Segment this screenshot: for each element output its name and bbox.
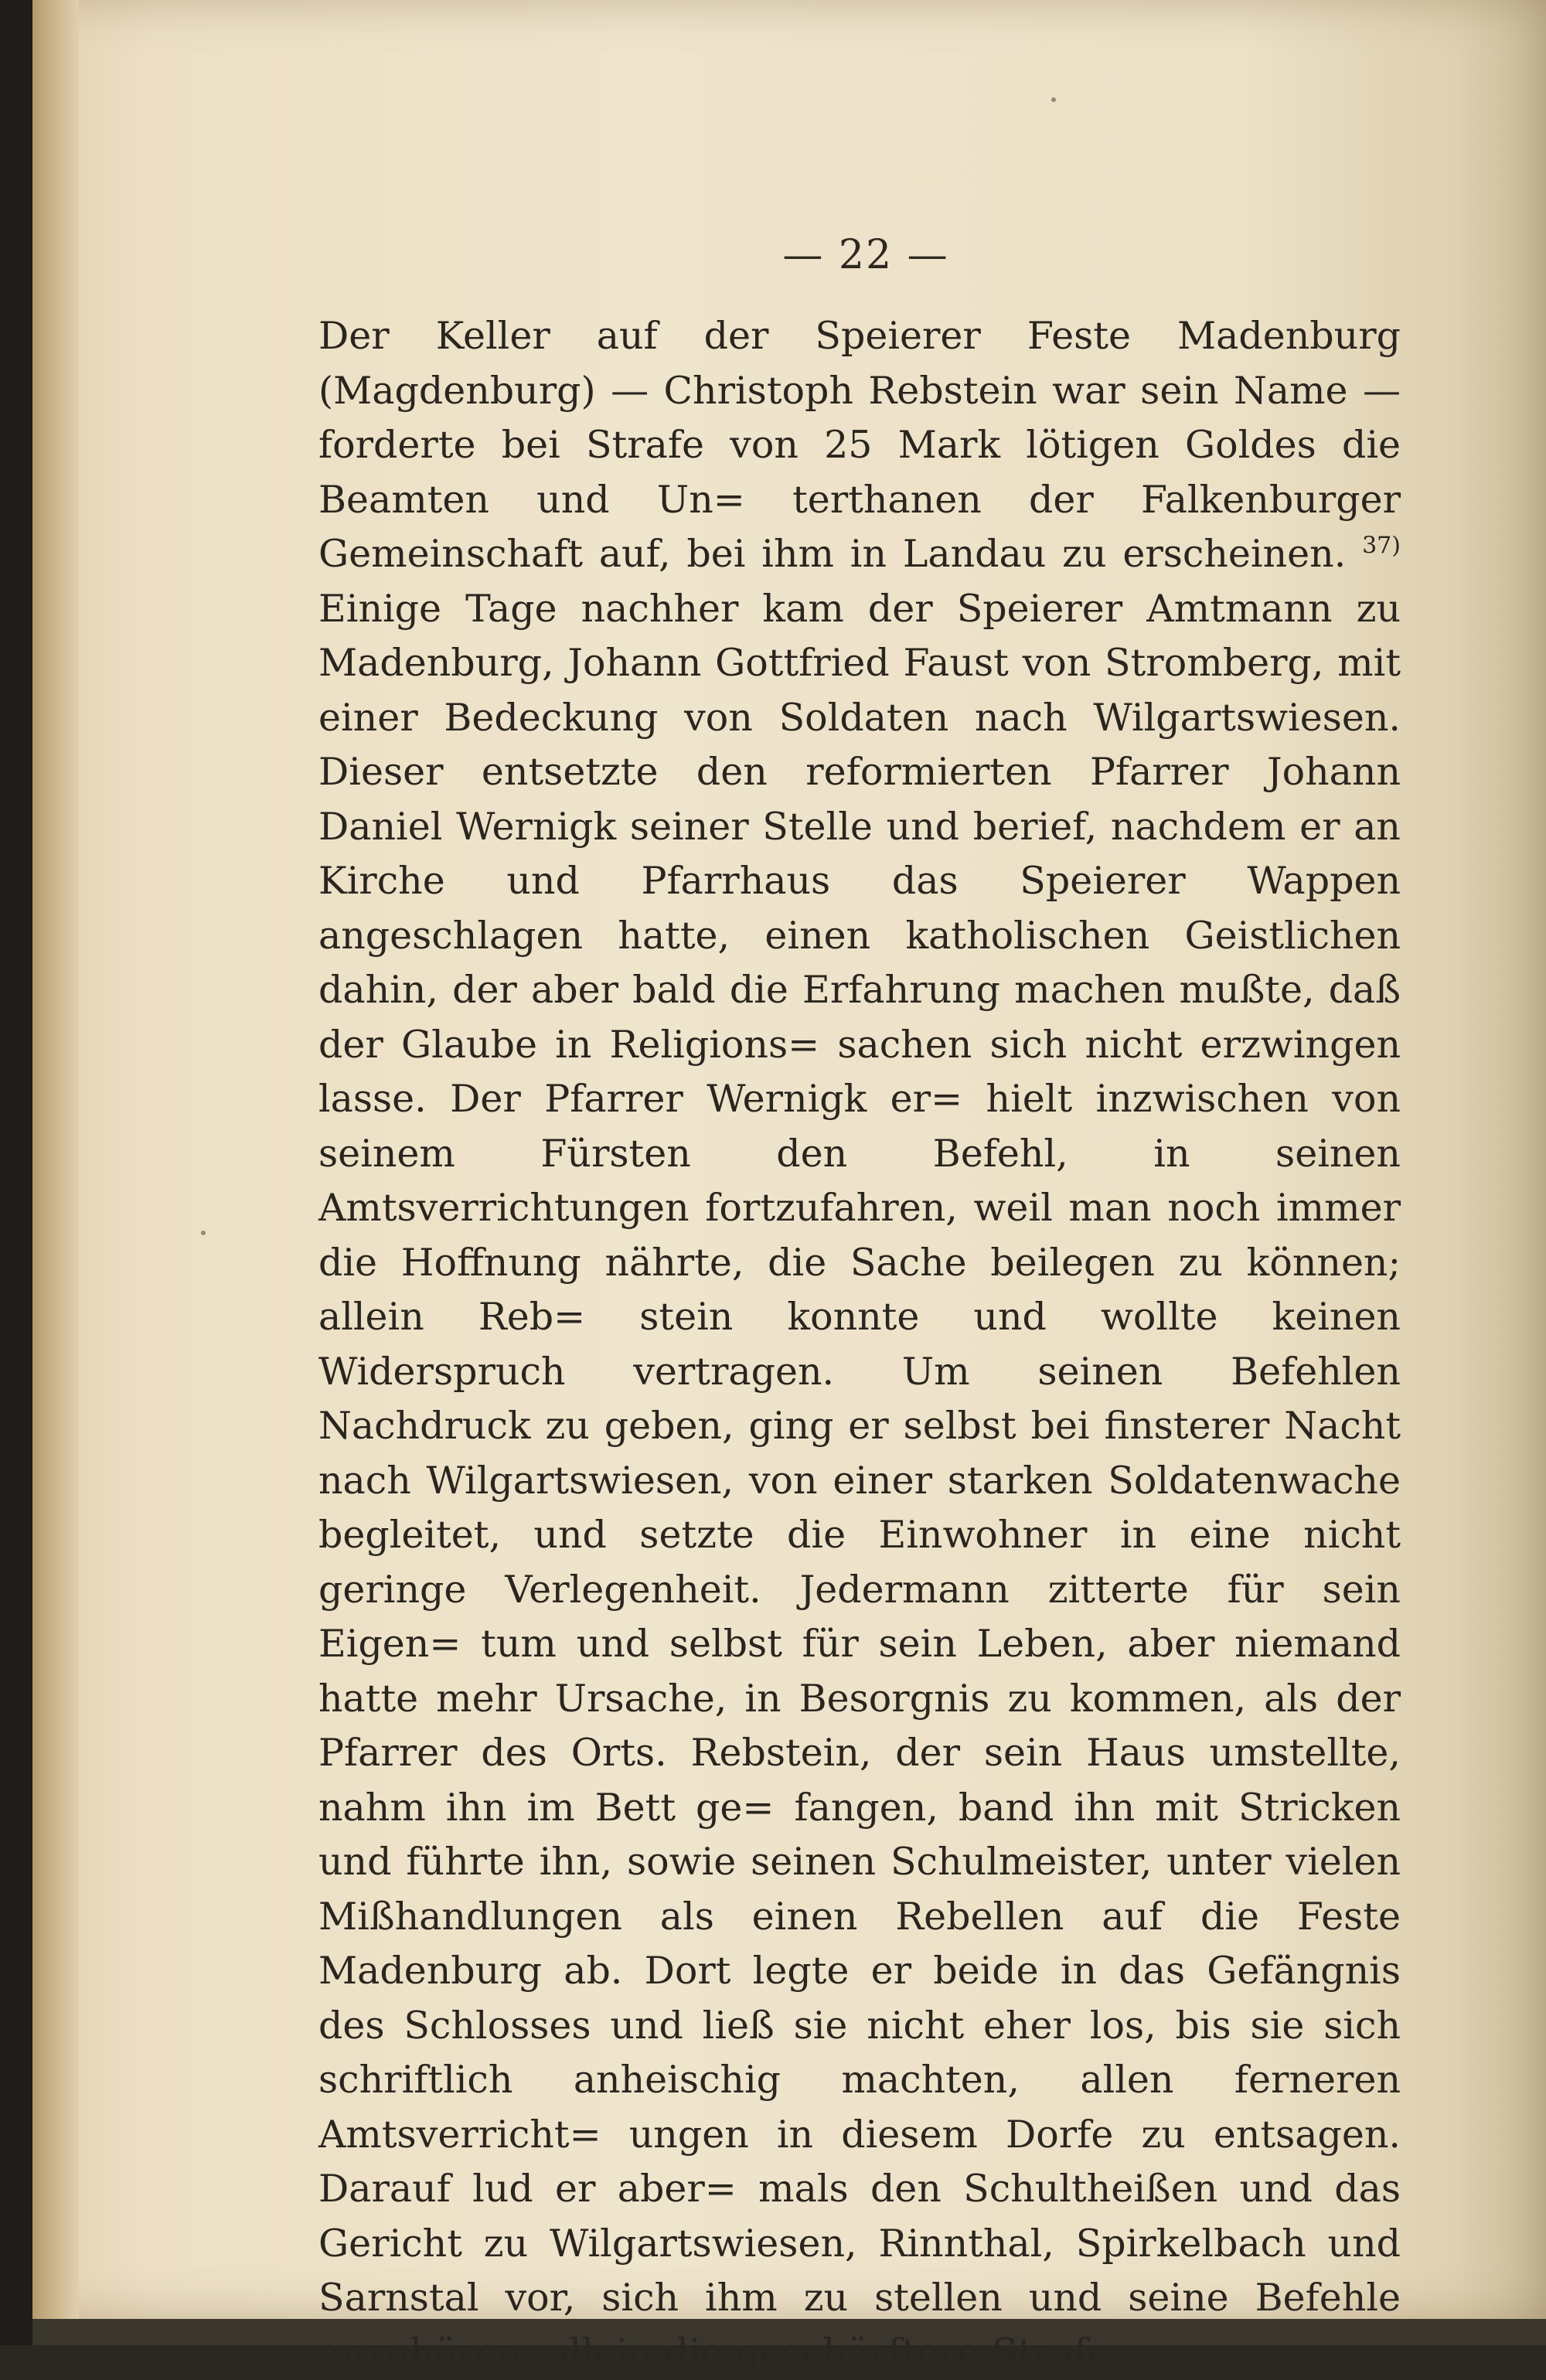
text-line: tum und selbst für sein Leben, aber niemand hatte mehr (318, 1622, 1401, 1721)
text-line: und seine Befehle anzuhören; allein die geschärftere Strafe (318, 2276, 1401, 2375)
text-line: Johann Daniel Wernigk seiner Stelle und berief, nachdem (318, 750, 1401, 849)
text-line: Wilgartswiesen. Dieser entsetzte den reformierten Pfarrer (318, 695, 1401, 794)
text-line: mals den Schultheißen und das Gericht zu Wilgartswiesen, (318, 2167, 1401, 2266)
text-line: Soldatenwache begleitet, und setzte die Einwohner in eine (318, 1458, 1401, 1557)
text-line: — Christoph Rebstein war sein Name — forderte bei (318, 368, 1401, 467)
text-line: ungen in diesem Dorfe zu entsagen. Darauf lud er aber= (318, 2112, 1401, 2211)
text-line: Amtsverrichtungen fortzufahren, weil man noch immer die (318, 1186, 1401, 1285)
body-paragraph (318, 309, 1401, 2380)
text-line: hatte, einen katholischen Geistlichen dahin, der aber bald die (318, 913, 1401, 1012)
text-line: Ursache, in Besorgnis zu kommen, als der Pfarrer des Orts. (318, 1676, 1401, 1775)
text-line: nicht geringe Verlegenheit. Jedermann zitterte für sein Eigen= (318, 1513, 1401, 1666)
text-line: Rinnthal, Spirkelbach und Sarnstal vor, sich ihm zu stellen (318, 2221, 1401, 2320)
text-line: Schulmeister, unter vielen Mißhandlungen als einen Rebellen (318, 1840, 1401, 1939)
text-line: sich schriftlich anheischig machten, allen ferneren Amtsverricht= (318, 2003, 1401, 2157)
text-line: Speierer Amtmann zu Madenburg, Johann Gottfried Faust (318, 586, 1401, 685)
footnote-marker: 37) (1362, 532, 1401, 560)
text-line: Um seinen Befehlen Nachdruck zu geben, ging er selbst (318, 1349, 1401, 1448)
paper-speck (1051, 97, 1056, 102)
text-line: Hoffnung nährte, die Sache beilegen zu können; allein Reb= (318, 1240, 1401, 1339)
text-line: terthanen der Falkenburger Gemeinschaft auf, bei ihm in (318, 477, 1401, 576)
text-line: fangen, band ihn mit Stricken und führte ihn, sowie seinen (318, 1785, 1401, 1884)
text-line: Erfahrung machen mußte, daß der Glaube in Religions= (318, 968, 1401, 1067)
text-line: Gefängnis des Schlosses und ließ sie nicht eher los, bis sie (318, 1949, 1401, 2048)
text-line: Landau zu erscheinen. (902, 532, 1347, 576)
text-line: Der Keller auf der Speierer Feste Madenburg (Magdenburg) (318, 314, 1401, 413)
text-line: bei finsterer Nacht nach Wilgartswiesen, von einer starken (318, 1404, 1401, 1503)
text-line: Rebstein, der sein Haus umstellte, nahm ihn im Bett ge= (318, 1731, 1401, 1830)
text-line: stein konnte und wollte keinen Widerspruch vertragen. (318, 1295, 1401, 1394)
text-line: Strafe von 25 Mark lötigen Goldes die Beamten und Un= (318, 423, 1401, 522)
book-gutter (32, 0, 79, 2319)
text-line: hielt inzwischen von seinem Fürsten den Befehl, in seinen (318, 1077, 1401, 1176)
paper-speck (201, 1231, 206, 1235)
text-line: sachen sich nicht erzwingen lasse. Der Pfarrer Wernigk er= (318, 1022, 1401, 1121)
text-line: auf die Feste Madenburg ab. Dort legte er beide in das (318, 1894, 1401, 1993)
page-number: — 22 — (782, 232, 949, 278)
text-line: von Stromberg, mit einer Bedeckung von Soldaten nach (318, 641, 1401, 740)
text-line: Einige Tage nachher kam der (318, 586, 933, 631)
text-line: er an Kirche und Pfarrhaus das Speierer Wappen angeschlagen (318, 804, 1401, 958)
